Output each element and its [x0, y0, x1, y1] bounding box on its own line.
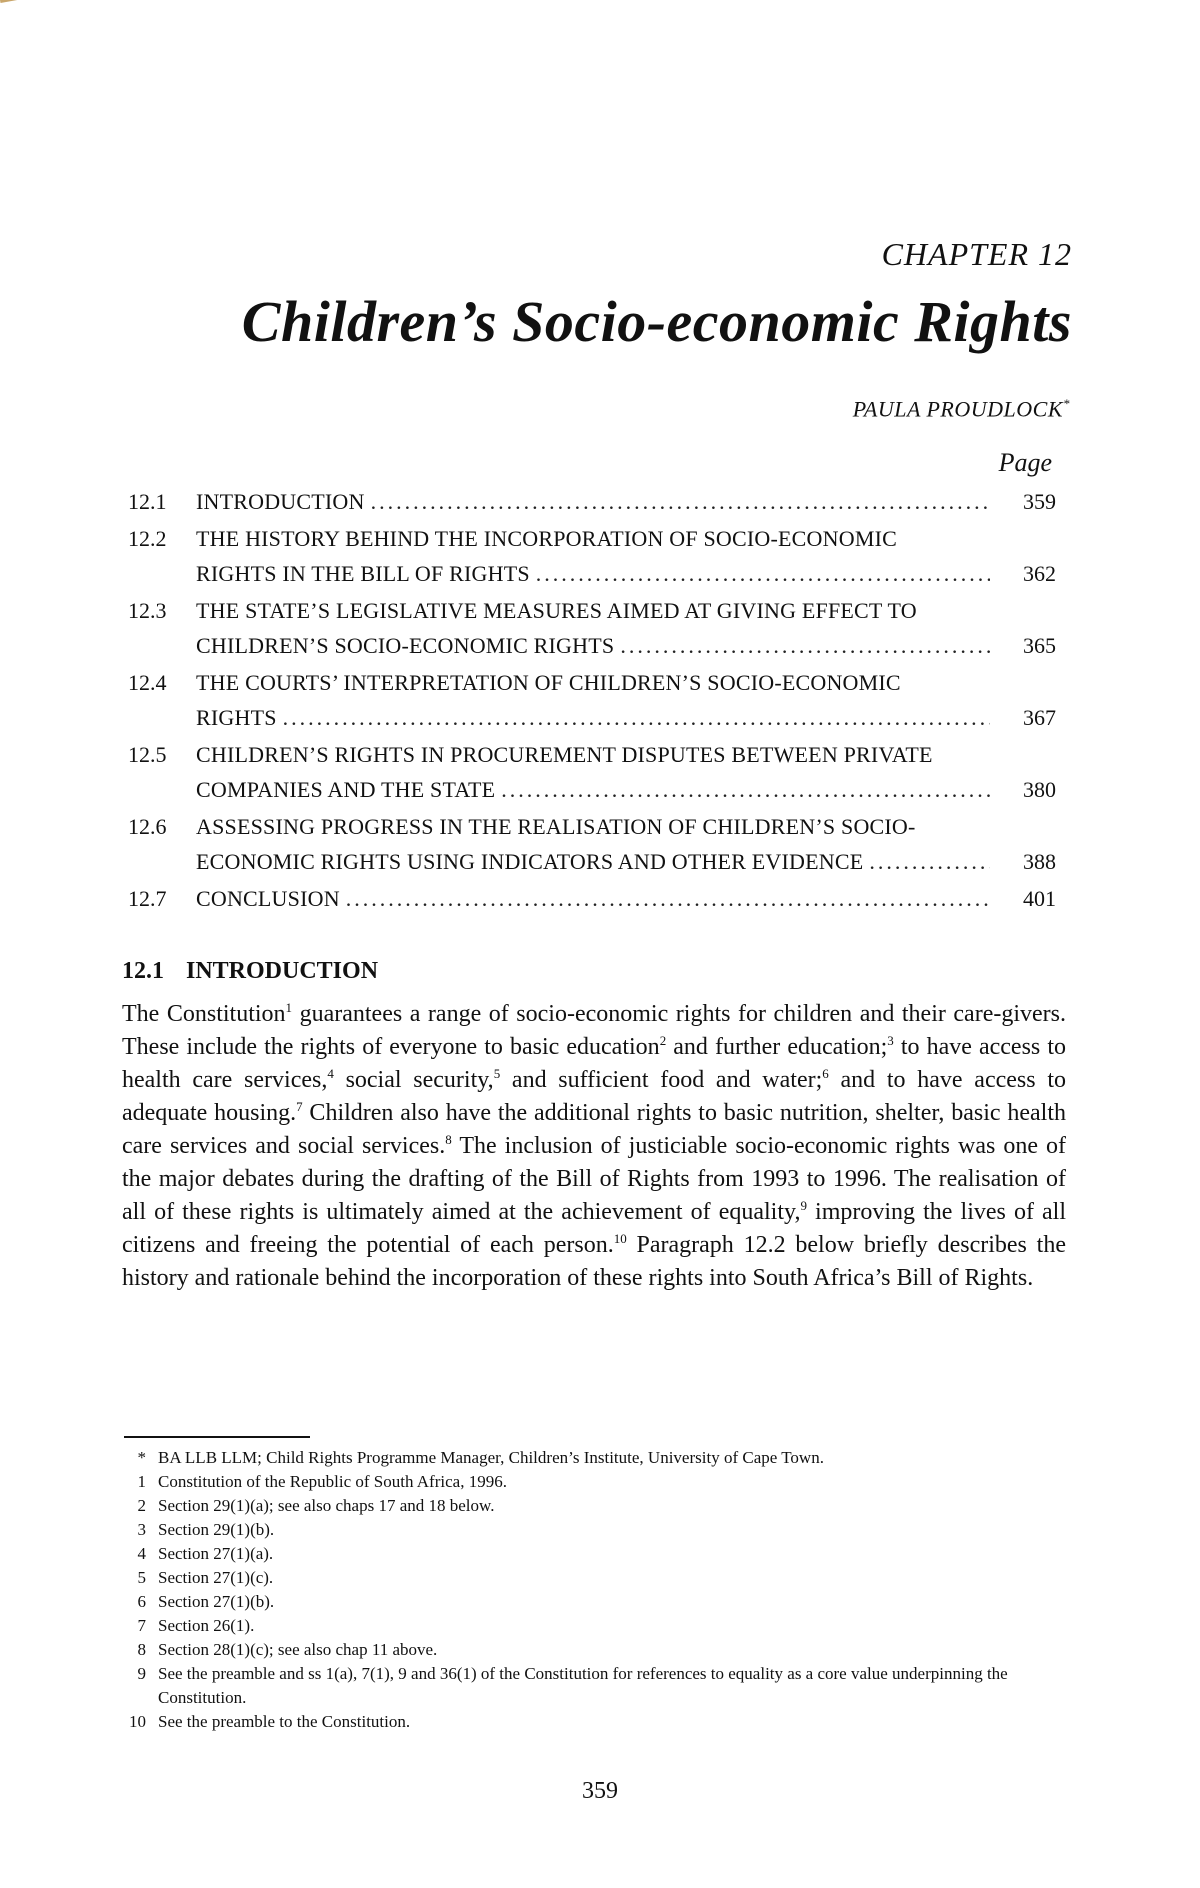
footnote — [122, 1710, 1070, 1734]
footnote-text: Section 27(1)(b). — [158, 1592, 275, 1611]
toc-page-header: Page — [998, 448, 1052, 477]
toc-entry-text: ASSESSING PROGRESS IN THE REALISATION OF CHILDREN’S SOCIO- — [196, 814, 916, 839]
paragraph-text: Paragraph 12.2 below briefly describes the history and rationale behind the incorporation of these rights into South Africa’s Bill of Rights. — [122, 1232, 1067, 1291]
paragraph-text: The inclusion of justiciable socio-economic rights was one of the major debates during the drafting of the Bill of Rights from 1993 to 1996. The realisation of all of these rights is ultimately aimed at the achievement of equality, — [122, 1133, 1066, 1225]
footnote — [122, 1566, 1070, 1590]
toc-leader-dots — [371, 484, 990, 519]
toc-leader-dots — [501, 772, 990, 807]
table-of-contents — [128, 448, 1066, 916]
toc-entry-page: 359 — [1023, 489, 1056, 514]
toc-entry-text: THE HISTORY BEHIND THE INCORPORATION OF SOCIO-ECONOMIC — [196, 526, 897, 551]
chapter-label: CHAPTER 12 — [881, 236, 1072, 272]
toc-entry-number: 12.3 — [128, 598, 167, 623]
paragraph-text: The Constitution — [122, 1001, 286, 1027]
footnote — [122, 1662, 1070, 1710]
toc-entry-number: 12.7 — [128, 886, 167, 911]
footnote-text: Section 27(1)(a). — [158, 1544, 274, 1563]
footnote-ref: 2 — [659, 1033, 667, 1048]
footnote — [122, 1614, 1070, 1638]
footnote-ref: 9 — [800, 1198, 807, 1213]
footnote-text: Section 28(1)(c); see also chap 11 above. — [158, 1640, 438, 1659]
footnote-number: 7 — [137, 1616, 146, 1635]
paragraph-text: to have access to health care services, — [122, 1034, 1066, 1093]
toc-entry-number: 12.4 — [128, 670, 167, 695]
footnote-ref: 6 — [822, 1066, 829, 1081]
body-paragraph — [122, 998, 1066, 1295]
toc-entry-title — [196, 737, 996, 807]
footnote-ref: 7 — [296, 1099, 303, 1114]
footnote-text: Section 26(1). — [158, 1616, 255, 1635]
toc-entries — [128, 484, 1066, 916]
toc-entry-title — [196, 521, 996, 591]
footnote — [122, 1470, 1070, 1494]
toc-leader-dots — [536, 556, 990, 591]
footnote-ref: 3 — [887, 1033, 894, 1048]
toc-entry-title — [196, 809, 996, 879]
footnote-text: Section 29(1)(b). — [158, 1520, 275, 1539]
toc-entry-line — [196, 700, 996, 735]
page-number: 359 — [582, 1778, 618, 1804]
footnotes — [122, 1446, 1070, 1734]
toc-entry-line — [196, 737, 996, 772]
toc-entry-number: 12.5 — [128, 742, 167, 767]
toc-entry-title — [196, 881, 996, 916]
toc-entry-title — [196, 484, 996, 519]
chapter-title: Children’s Socio-economic Rights — [241, 289, 1072, 354]
paragraph-text: social security, — [333, 1067, 494, 1093]
toc-entry-text: CHILDREN’S SOCIO-ECONOMIC RIGHTS — [196, 633, 615, 658]
toc-entry-text: CONCLUSION — [196, 886, 340, 911]
toc-entry-line — [196, 521, 996, 556]
author-footnote-mark: * — [1063, 396, 1070, 411]
toc-entry — [128, 521, 1066, 591]
toc-entry — [128, 881, 1066, 916]
toc-entry-line — [196, 593, 996, 628]
footnote-number: 6 — [137, 1592, 146, 1611]
toc-entry-page: 367 — [1023, 705, 1056, 730]
author-name — [853, 396, 1070, 422]
section-heading — [122, 958, 378, 985]
section-title: INTRODUCTION — [186, 958, 379, 984]
toc-entry-text: RIGHTS IN THE BILL OF RIGHTS — [196, 561, 530, 586]
toc-entry-text: INTRODUCTION — [196, 489, 365, 514]
footnote-number: 8 — [137, 1640, 146, 1659]
toc-entry-line — [196, 881, 996, 916]
toc-entry-page: 380 — [1023, 777, 1056, 802]
toc-entry-line — [196, 665, 996, 700]
footnote-text: See the preamble and ss 1(a), 7(1), 9 and 36(1) of the Constitution for references to equality as a core value underpinning the Constitution. — [158, 1664, 1008, 1707]
footnote-text: Constitution of the Republic of South Africa, 1996. — [158, 1472, 507, 1491]
footnote-text: BA LLB LLM; Child Rights Programme Manager, Children’s Institute, University of Cape Town. — [158, 1448, 824, 1467]
toc-entry-text: ECONOMIC RIGHTS USING INDICATORS AND OTHER EVIDENCE — [196, 849, 864, 874]
toc-entry-line — [196, 484, 996, 519]
footnote-number: 2 — [137, 1496, 146, 1515]
footnote-number: 10 — [129, 1712, 146, 1731]
toc-entry-page: 365 — [1023, 633, 1056, 658]
toc-entry-title — [196, 593, 996, 663]
paragraph-text: and further education; — [666, 1034, 888, 1060]
footnote — [122, 1446, 1070, 1470]
toc-entry-text: CHILDREN’S RIGHTS IN PROCUREMENT DISPUTES BETWEEN PRIVATE — [196, 742, 933, 767]
toc-entry-line — [196, 556, 996, 591]
toc-entry — [128, 593, 1066, 663]
author-text: PAULA PROUDLOCK — [852, 396, 1063, 422]
footnote — [122, 1590, 1070, 1614]
page-edge-mark — [0, 0, 82, 17]
toc-entry-text: RIGHTS — [196, 705, 277, 730]
footnote-ref: 5 — [493, 1066, 501, 1081]
toc-leader-dots — [620, 628, 990, 663]
footnote-ref: 8 — [445, 1132, 452, 1147]
toc-entry-text: THE STATE’S LEGISLATIVE MEASURES AIMED AT GIVING EFFECT TO — [196, 598, 917, 623]
footnote-text: Section 29(1)(a); see also chaps 17 and 18 below. — [158, 1496, 495, 1515]
toc-entry — [128, 737, 1066, 807]
footnote-text: See the preamble to the Constitution. — [158, 1712, 411, 1731]
toc-entry — [128, 665, 1066, 735]
toc-leader-dots — [283, 700, 990, 735]
toc-entry-page: 362 — [1023, 561, 1056, 586]
footnote-number: 4 — [137, 1544, 146, 1563]
toc-entry — [128, 484, 1066, 519]
paragraph-text: and sufficient food and water; — [500, 1067, 823, 1093]
footnote-divider — [124, 1436, 310, 1438]
section-number: 12.1 — [122, 958, 164, 984]
footnote-text: Section 27(1)(c). — [158, 1568, 274, 1587]
footnote-number: 1 — [137, 1472, 146, 1491]
footnote-ref: 10 — [613, 1231, 627, 1246]
footnote-ref: 1 — [285, 1000, 293, 1015]
toc-entry-line — [196, 772, 996, 807]
paragraph-text: Children also have the additional rights to basic nutrition, shelter, basic health care services and social services. — [122, 1100, 1066, 1159]
paragraph-text: guarantees a range of socio-economic rights for children and their care-givers. These include the rights of everyone to basic education — [122, 1001, 1066, 1060]
footnote-ref: 4 — [327, 1066, 334, 1081]
footnote — [122, 1494, 1070, 1518]
footnote-number: 9 — [137, 1664, 146, 1683]
toc-entry-title — [196, 665, 996, 735]
paragraph-text: and to have access to adequate housing. — [122, 1067, 1066, 1126]
toc-entry-line — [196, 809, 996, 844]
paragraph-text: improving the lives of all citizens and freeing the potential of each person. — [122, 1199, 1066, 1258]
toc-entry-text: THE COURTS’ INTERPRETATION OF CHILDREN’S SOCIO-ECONOMIC — [196, 670, 901, 695]
toc-entry-number: 12.1 — [128, 489, 167, 514]
toc-leader-dots — [869, 844, 990, 879]
footnote — [122, 1638, 1070, 1662]
toc-leader-dots — [346, 881, 990, 916]
footnote — [122, 1542, 1070, 1566]
toc-entry-line — [196, 628, 996, 663]
footnote — [122, 1518, 1070, 1542]
toc-entry-line — [196, 844, 996, 879]
footnote-number: 3 — [137, 1520, 146, 1539]
toc-entry-number: 12.6 — [128, 814, 167, 839]
toc-entry-page: 401 — [1023, 886, 1056, 911]
toc-entry — [128, 809, 1066, 879]
toc-entry-text: COMPANIES AND THE STATE — [196, 777, 496, 802]
toc-entry-number: 12.2 — [128, 526, 167, 551]
footnote-number: 5 — [137, 1568, 146, 1587]
toc-entry-page: 388 — [1023, 849, 1056, 874]
footnote-number: * — [137, 1448, 146, 1467]
